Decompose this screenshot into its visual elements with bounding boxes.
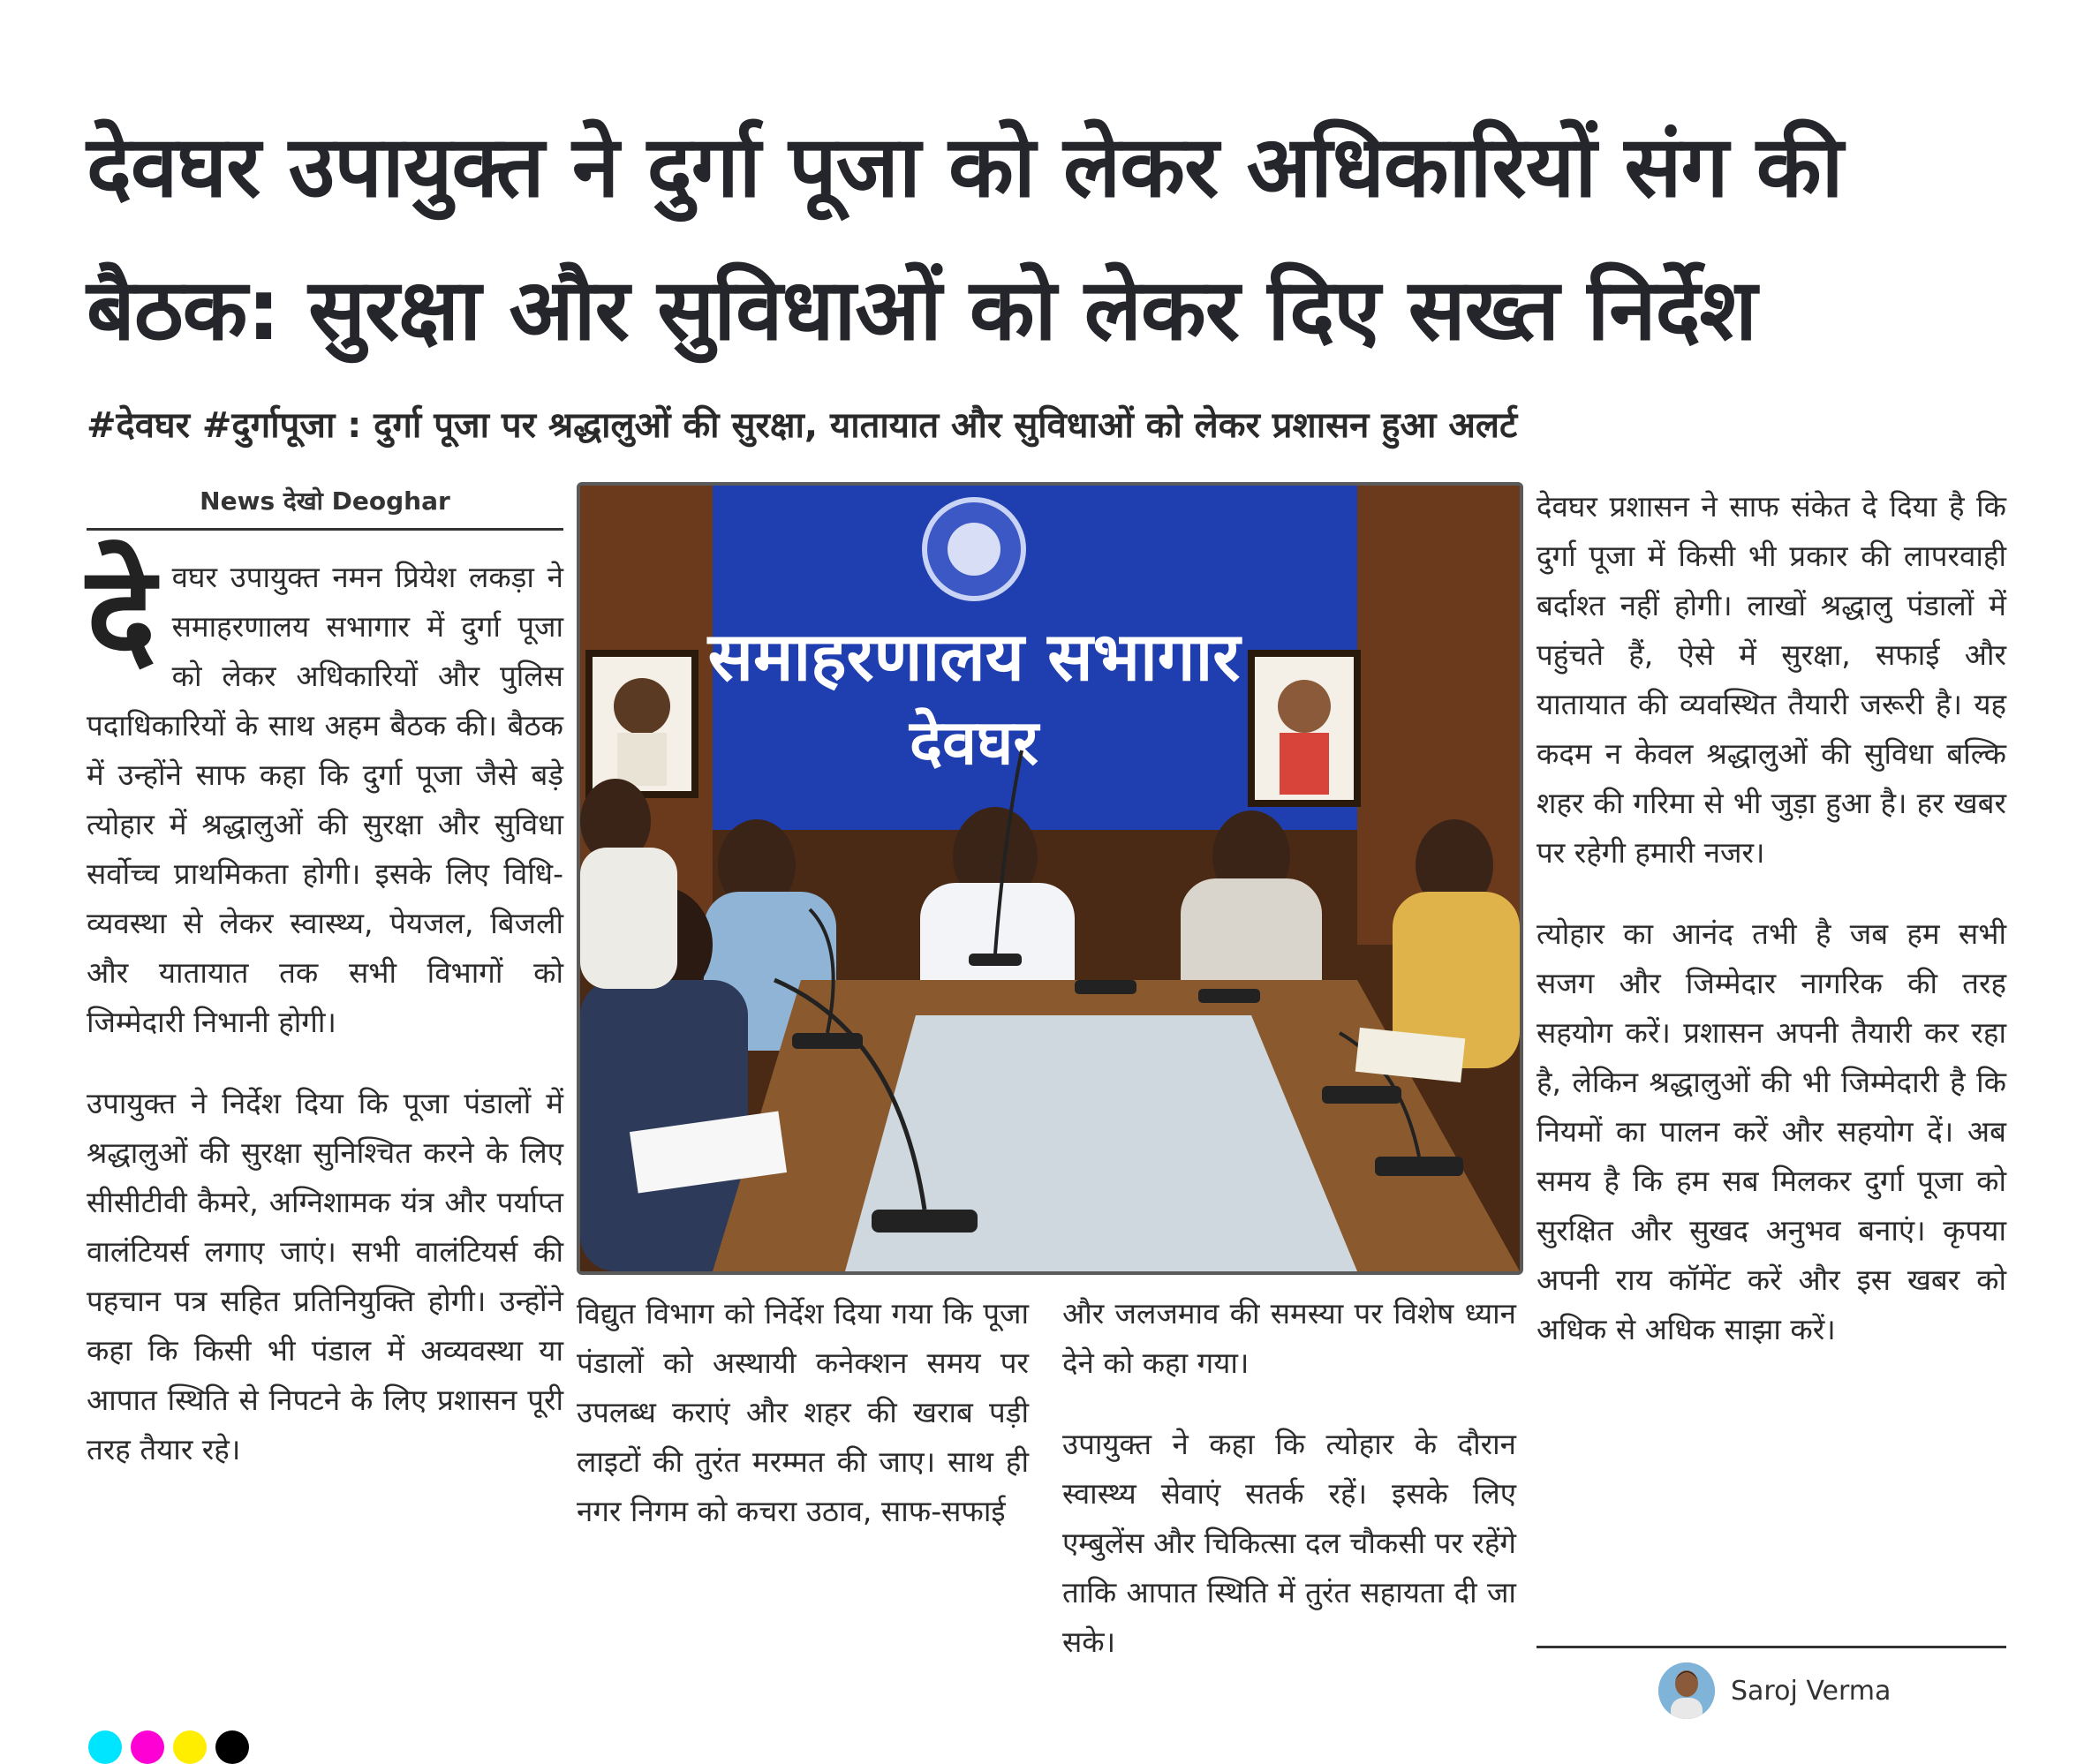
paragraph-5: उपायुक्त ने कहा कि त्योहार के दौरान स्वास्थ्य सेवाएं सतर्क रहें। इसके लिए एम्बुलेंस और चिकित्सा दल चौकसी पर रहेंगे ताकि आपात स्थिति में तुरंत सहायता दी जा सके। — [1062, 1427, 1516, 1659]
banner-subtitle: देवघर — [909, 706, 1039, 779]
column-3 — [1062, 1289, 1516, 1699]
cyan-dot — [88, 1730, 122, 1764]
author-name: Saroj Verma — [1731, 1675, 1891, 1707]
paragraph-1 — [87, 538, 563, 1047]
headline: देवघर उपायुक्त ने दुर्गा पूजा को लेकर अधिकारियों संग की बैठक: सुरक्षा और सुविधाओं को लेकर दिए सख्त निर्देश — [87, 117, 1843, 359]
column-1 — [87, 538, 563, 1506]
black-dot — [215, 1730, 249, 1764]
meeting-photo-icon — [580, 486, 1520, 1271]
paragraph-7: त्योहार का आनंद तभी है जब हम सभी सजग और जिम्मेदार नागरिक की तरह सहयोग करें। प्रशासन अपनी तैयारी कर रहा है, लेकिन श्रद्धालुओं की भी जिम्मेदारी है कि नियमों का पालन करें और सहयोग दें। अब समय है कि हम सब मिलकर दुर्गा पूजा को सुरक्षित और सुखद अनुभव बनाएं। कृपया अपनी राय कॉमेंट करें और इस खबर को अधिक से अधिक साझा करें। — [1537, 916, 2006, 1346]
avatar — [1658, 1662, 1715, 1719]
byline: News देखो Deoghar — [200, 486, 450, 516]
cmyk-marks — [88, 1730, 249, 1764]
drop-cap: दे — [87, 538, 156, 690]
column-2 — [577, 1289, 1029, 1568]
byline-rule — [87, 528, 563, 531]
yellow-dot — [173, 1730, 207, 1764]
meeting-photo — [577, 482, 1523, 1275]
paragraph-4: और जलजमाव की समस्या पर विशेष ध्यान देने को कहा गया। — [1062, 1296, 1516, 1380]
paragraph-1-text: वघर उपायुक्त नमन प्रियेश लकड़ा ने समाहरणालय सभागार में दुर्गा पूजा को लेकर अधिकारियों और पुलिस पदाधिकारियों के साथ अहम बैठक की। बैठक में उन्होंने साफ कहा कि दुर्गा पूजा जैसे बड़े त्योहार में श्रद्धालुओं की सुरक्षा और सुविधा सर्वोच्च प्राथमिकता होगी। इसके लिए विधि-व्यवस्था से लेकर स्वास्थ्य, पेयजल, बिजली और यातायात तक सभी विभागों को जिम्मेदारी निभानी होगी। — [87, 560, 563, 1039]
banner-title: समाहरणालय सभागार — [707, 617, 1241, 696]
column-4 — [1537, 482, 2006, 1386]
subheadline: #देवघर #दुर्गापूजा : दुर्गा पूजा पर श्रद्धालुओं की सुरक्षा, यातायात और सुविधाओं को लेकर प्रशासन हुआ अलर्ट — [87, 405, 1518, 446]
magenta-dot — [131, 1730, 164, 1764]
author-block — [1658, 1660, 1891, 1722]
author-rule — [1537, 1646, 2006, 1648]
paragraph-6: देवघर प्रशासन ने साफ संकेत दे दिया है कि दुर्गा पूजा में किसी भी प्रकार की लापरवाही बर्दाश्त नहीं होगी। लाखों श्रद्धालु पंडालों में पहुंचते हैं, ऐसे में सुरक्षा, सफाई और यातायात की व्यवस्थित तैयारी जरूरी है। यह कदम न केवल श्रद्धालुओं की सुविधा बल्कि शहर की गरिमा से भी जुड़ा हुआ है। हर खबर पर रहेगी हमारी नजर। — [1537, 489, 2006, 870]
paragraph-2: उपायुक्त ने निर्देश दिया कि पूजा पंडालों में श्रद्धालुओं की सुरक्षा सुनिश्चित करने के लिए सीसीटीवी कैमरे, अग्निशामक यंत्र और पर्याप्त वालंटियर्स लगाए जाएं। सभी वालंटियर्स की पहचान पत्र सहित प्रतिनियुक्ति होगी। उन्होंने कहा कि किसी भी पंडाल में अव्यवस्था या आपात स्थिति से निपटने के लिए प्रशासन पूरी तरह तैयार रहे। — [87, 1086, 563, 1466]
paragraph-3: विद्युत विभाग को निर्देश दिया गया कि पूजा पंडालों को अस्थायी कनेक्शन समय पर उपलब्ध कराएं और शहर की खराब पड़ी लाइटों की तुरंत मरम्मत की जाए। साथ ही नगर निगम को कचरा उठाव, साफ-सफाई — [577, 1296, 1029, 1528]
